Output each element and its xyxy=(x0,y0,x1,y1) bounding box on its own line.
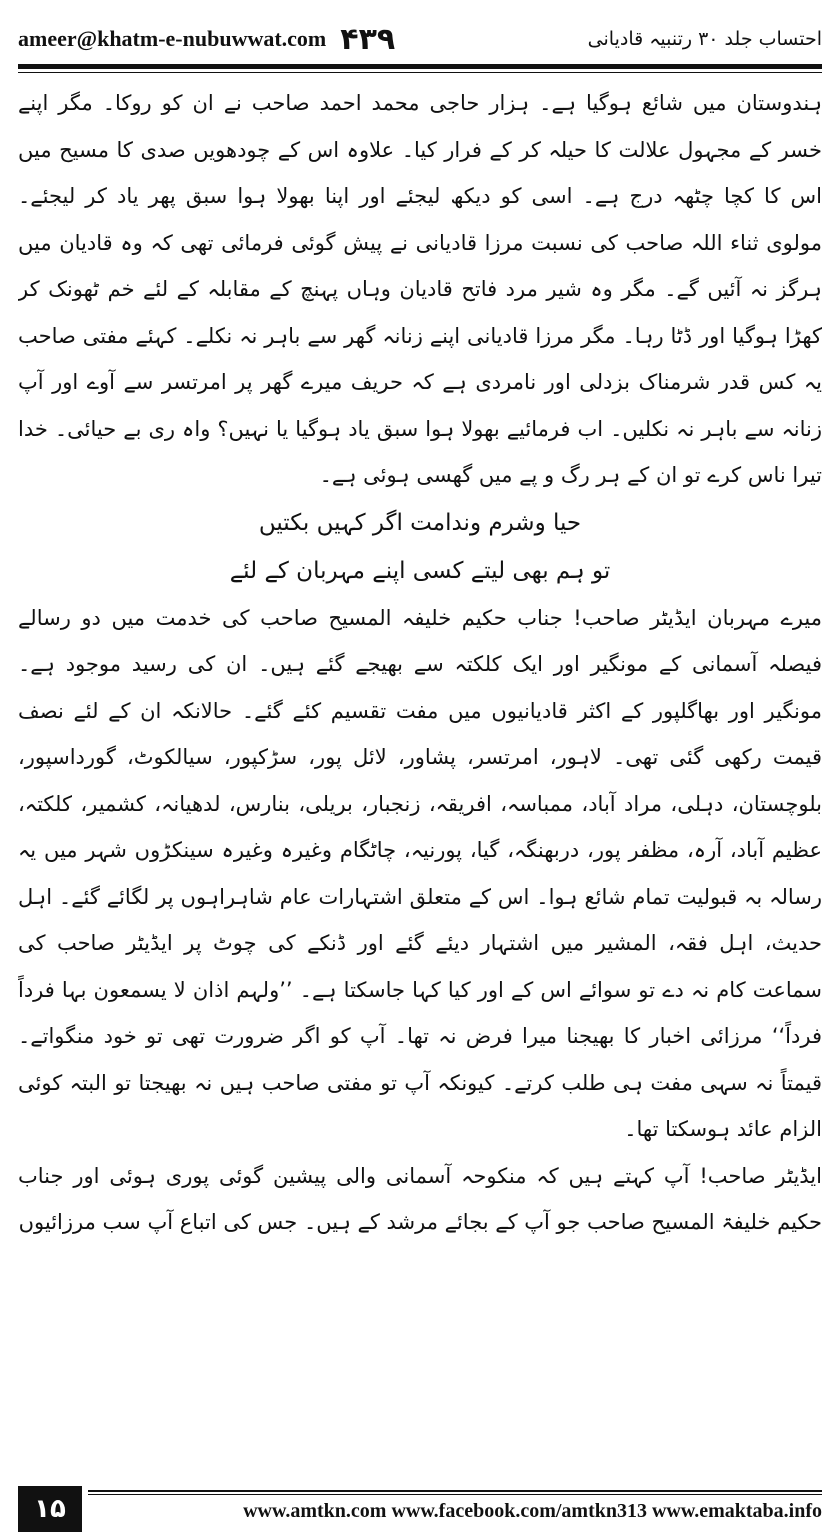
page-body xyxy=(18,80,822,1475)
footer-page-number: ۱۵ xyxy=(18,1486,82,1532)
verse-line-2: تو ہم بھی لیتے کسی اپنے مہربان کے لئے xyxy=(229,557,611,584)
paragraph-2: میرے مہربان ایڈیٹر صاحب! جناب حکیم خلیفہ المسیح صاحب کی خدمت میں دو رسالے فیصلہ آسمانی کے مونگیر اور ایک کلکتہ سے بھیجے گئے ہیں۔ ان کی رسید موجود ہے۔ مونگیر اور بھاگلپور کے اکثر قادیانیوں میں مفت تقسیم کئے گئے۔ حالانکہ ان کے لئے نصف قیمت رکھی گئی تھی۔ لاہور، امرتسر، پشاور، لائل پور، سڑکپور، سیالکوٹ، گورداسپور، بلوچستان، دہلی، مراد آباد، ممباسہ، افریقہ، زنجبار، بریلی، بنارس، لدھیانہ، کشمیر، کلکتہ، عظیم آباد، آرہ، مظفر پور، دربھنگہ، گیا، پورنیہ، چاٹگام وغیرہ وغیرہ سینکڑوں شہر میں یہ رسالہ بہ قبولیت تمام شائع ہوا۔ اس کے متعلق اشتہارات عام شاہراہوں پر لگائے گئے۔ اہل حدیث، اہل فقہ، المشیر میں اشتہار دیئے گئے اور ڈنکے کی چوٹ پر ایڈیٹر صاحب کی سماعت کام نہ دے تو سوائے اس کے اور کیا کہا جاسکتا ہے۔ ’’ولہم اذان لا یسمعون بہا فرداً فرداً‘‘ مرزائی اخبار کا بھیجنا میرا فرض نہ تھا۔ آپ کو اگر ضرورت تھی تو خود منگواتے۔ قیمتاً نہ سہی مفت ہی طلب کرتے۔ کیونکہ آپ تو مفتی صاحب ہیں نہ بھیجتا تو البتہ کوئی الزام عائد ہوسکتا تھا۔ xyxy=(18,605,822,1141)
footer-rule-thick xyxy=(88,1490,822,1492)
header-page-number: ۴۳۹ xyxy=(340,21,396,57)
header-email: ameer@khatm-e-nubuwwat.com xyxy=(18,26,327,51)
page-header xyxy=(18,18,822,60)
verse-line-1: حیا وشرم وندامت اگر کہیں بکتیں xyxy=(258,509,582,536)
footer-links[interactable]: www.amtkn.com www.facebook.com/amtkn313 www.emaktaba.info xyxy=(243,1500,822,1522)
header-book-title: احتساب جلد ۳۰ رتنبیہ قادیانی xyxy=(587,28,822,50)
footer-rule-thin xyxy=(88,1494,822,1495)
verse xyxy=(18,499,822,595)
header-left xyxy=(18,22,395,57)
page-footer xyxy=(18,1486,822,1532)
paragraph-3: ایڈیٹر صاحب! آپ کہتے ہیں کہ منکوحہ آسمانی والی پیشین گوئی پوری ہوئی اور جناب حکیم خلیفۃ المسیح صاحب جو آپ کے بجائے مرشد کے ہیں۔ جس کی اتباع آپ سب مرزائیوں xyxy=(18,1163,822,1234)
header-rule-thin xyxy=(18,72,822,73)
header-rule-thick xyxy=(18,64,822,69)
paragraph-1: ہندوستان میں شائع ہوگیا ہے۔ ہزار حاجی محمد احمد صاحب نے ان کو روکا۔ مگر اپنے خسر کے مجہول علالت کا حیلہ کر کے فرار کیا۔ علاوہ اس کے چودھویں صدی کا مسیح میں اس کا کچا چٹھہ درج ہے۔ اسی کو دیکھ لیجئے اور اپنا بھولا ہوا سبق پھر یاد کر لیجئے۔ مولوی ثناء اللہ صاحب کی نسبت مرزا قادیانی نے پیش گوئی فرمائی تھی کہ وہ قادیان میں ہرگز نہ آئیں گے۔ مگر وہ شیر مرد فاتح قادیان وہاں پہنچ کے مقابلہ کے لئے خم ٹھونک کر کھڑا ہوگیا اور ڈٹا رہا۔ مگر مرزا قادیانی اپنے زنانہ گھر سے باہر نہ نکلے۔ کہئے مفتی صاحب یہ کس قدر شرمناک بزدلی اور نامردی ہے کہ حریف میرے گھر پر امرتسر سے آوے اور آپ زنانہ سے باہر نہ نکلیں۔ اب فرمائیے بھولا ہوا سبق یاد ہوگیا یا نہیں؟ واہ ری بے حیائی۔ خدا تیرا ناس کرے تو ان کے ہر رگ و پے میں گھسی ہوئی ہے۔ xyxy=(18,91,822,487)
